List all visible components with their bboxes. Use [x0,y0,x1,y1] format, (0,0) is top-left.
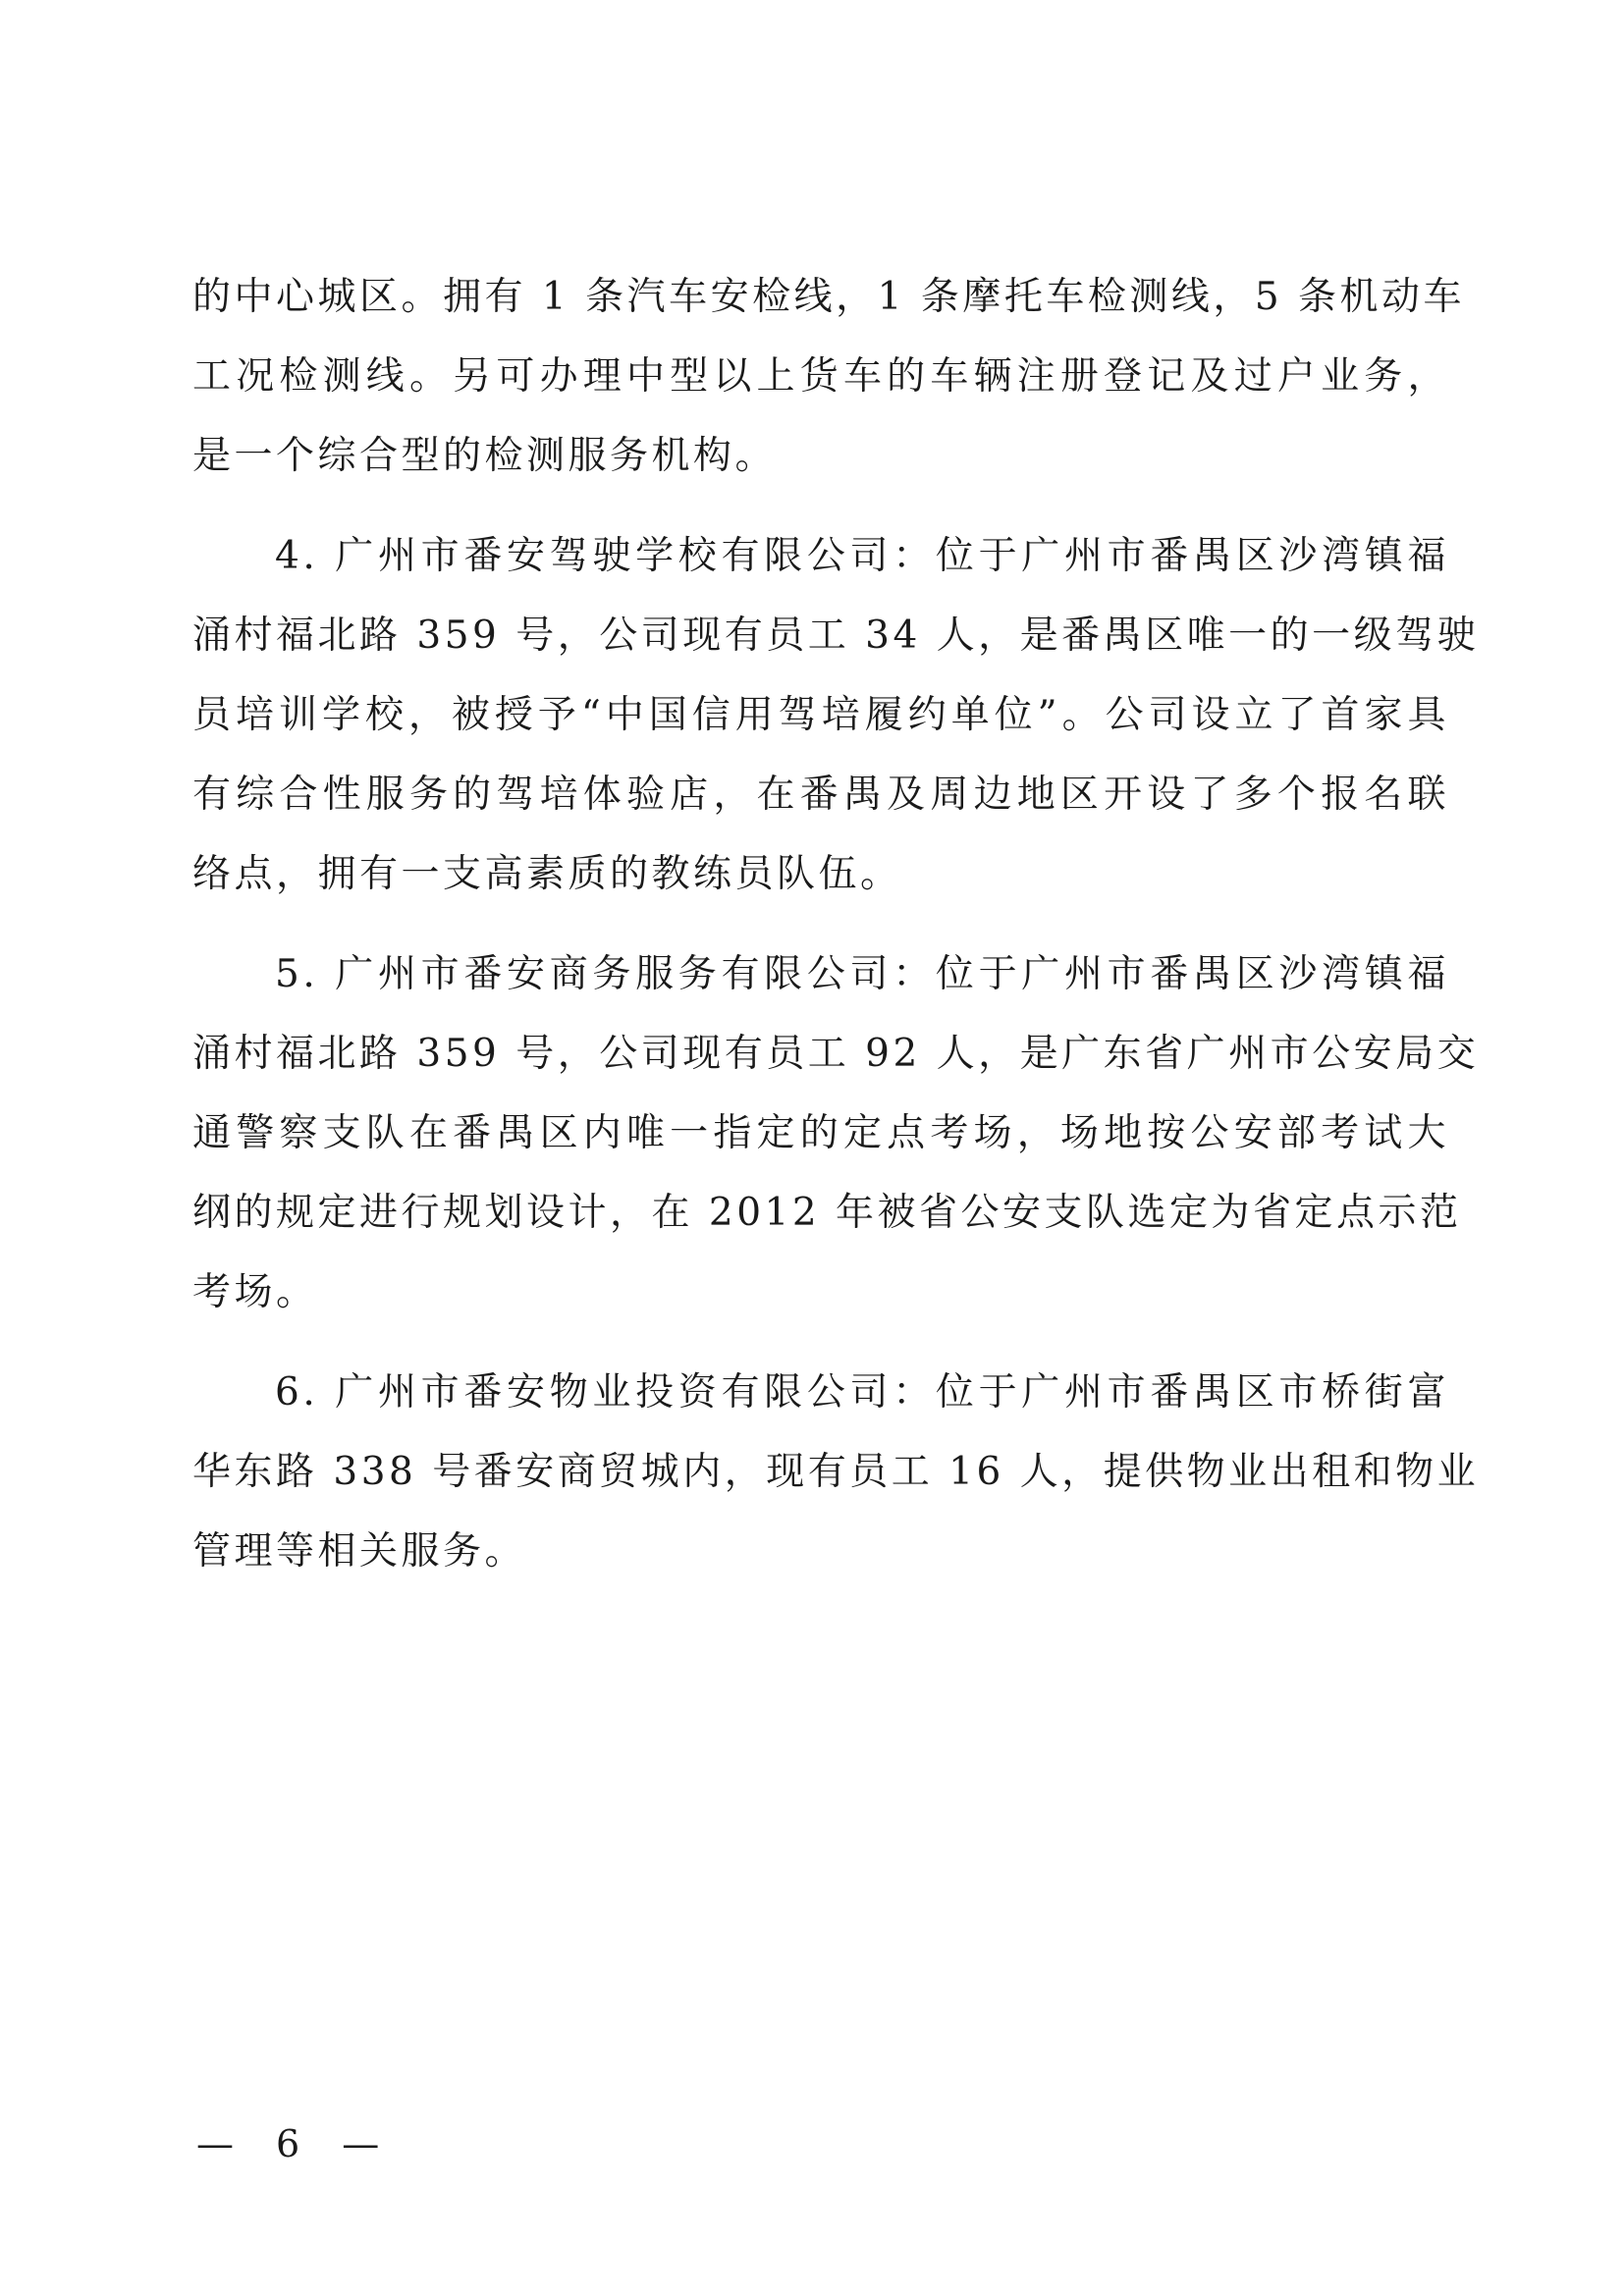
paragraph-item-5 [192,934,1480,1332]
paragraph-line: 管理等相关服务。 [192,1529,527,1574]
paragraph-line: 的中心城区。拥有 1 条汽车安检线，1 条摩托车检测线，5 条机动车 [192,275,1466,319]
paragraph-line: 6. 广州市番安物业投资有限公司：位于广州市番禺区市桥街富 [275,1370,1449,1415]
paragraph-line: 络点，拥有一支高素质的教练员队伍。 [192,852,902,896]
paragraph-line: 员培训学校，被授予“中国信用驾培履约单位”。公司设立了首家具 [192,693,1449,737]
paragraph-line: 华东路 338 号番安商贸城内，现有员工 16 人，提供物业出租和物业 [192,1450,1480,1494]
page-number-dash-right: — [342,2122,382,2165]
paragraph-line: 通警察支队在番禺区内唯一指定的定点考场，场地按公安部考试大 [192,1111,1449,1155]
page-number-dash-left: — [196,2122,236,2165]
document-body [192,257,1480,1612]
paragraph-line: 涌村福北路 359 号，公司现有员工 34 人，是番禺区唯一的一级驾驶 [192,614,1480,658]
paragraph-line: 有综合性服务的驾培体验店，在番禺及周边地区开设了多个报名联 [192,773,1449,817]
page-number: 6 [276,2122,302,2165]
paragraph-item-4 [192,516,1480,914]
page-number-footer [189,2120,389,2167]
paragraph-line: 涌村福北路 359 号，公司现有员工 92 人，是广东省广州市公安局交 [192,1032,1480,1076]
paragraph-line: 工况检测线。另可办理中型以上货车的车辆注册登记及过户业务， [192,354,1449,399]
paragraph-line: 是一个综合型的检测服务机构。 [192,434,778,478]
paragraph-line: 纲的规定进行规划设计，在 2012 年被省公安支队选定为省定点示范 [192,1191,1462,1235]
paragraph-continued [192,257,1466,496]
paragraph-line: 5. 广州市番安商务服务有限公司：位于广州市番禺区沙湾镇福 [275,952,1449,996]
paragraph-item-6 [192,1353,1480,1591]
paragraph-line: 4. 广州市番安驾驶学校有限公司：位于广州市番禺区沙湾镇福 [275,534,1449,578]
paragraph-line: 考场。 [192,1270,318,1314]
